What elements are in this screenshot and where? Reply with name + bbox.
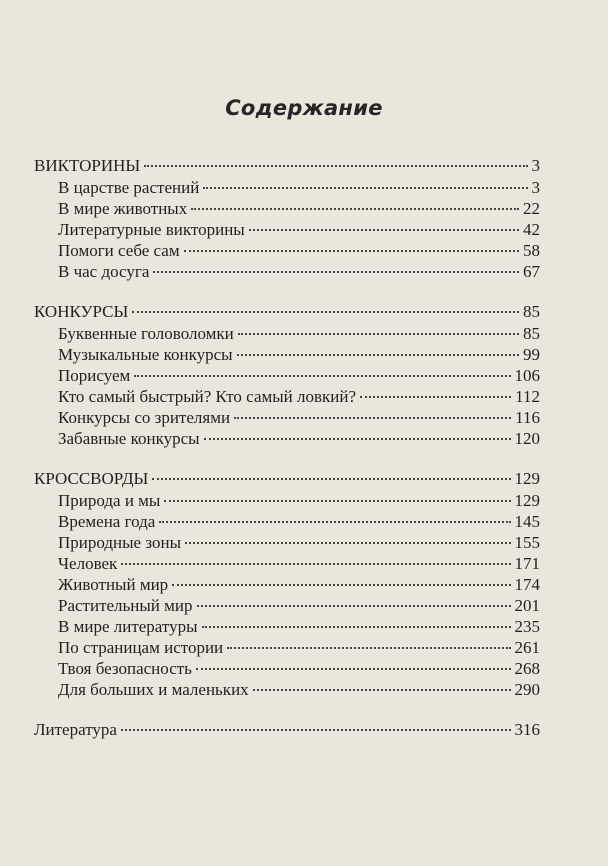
toc-page-number: 290 (514, 680, 540, 699)
toc-label: Животный мир (58, 575, 169, 594)
toc-page-number: 120 (514, 429, 540, 448)
toc-item[interactable] (58, 595, 540, 617)
toc-section-crosswords[interactable] (34, 468, 540, 490)
toc-item[interactable] (58, 532, 540, 554)
toc-page-number: 261 (514, 638, 540, 657)
toc-page-number: 174 (514, 575, 540, 594)
toc-page-number: 235 (514, 617, 540, 636)
toc-page-number: 67 (523, 262, 540, 281)
toc-page-number: 85 (523, 302, 540, 321)
toc-label: В царстве растений (58, 178, 200, 197)
toc-item[interactable] (58, 198, 540, 220)
toc-label: В мире литературы (58, 617, 198, 636)
toc-label: Человек (58, 554, 118, 573)
toc-label: Забавные конкурсы (58, 429, 200, 448)
toc-item[interactable] (58, 658, 540, 680)
dot-leader (121, 563, 510, 565)
toc-label: Музыкальные конкурсы (58, 345, 233, 364)
toc-item[interactable] (58, 240, 540, 262)
toc-item[interactable] (58, 323, 540, 345)
toc-label: КРОССВОРДЫ (34, 469, 149, 488)
toc-page-number: 155 (514, 533, 540, 552)
dot-leader (185, 542, 511, 544)
toc-label: В час досуга (58, 262, 150, 281)
toc-label: Для больших и маленьких (58, 680, 249, 699)
toc-page-number: 201 (514, 596, 540, 615)
dot-leader (360, 396, 511, 398)
toc-label: Порисуем (58, 366, 131, 385)
toc-item[interactable] (58, 511, 540, 533)
toc-page-number: 129 (514, 491, 540, 510)
toc-label: Буквенные головоломки (58, 324, 234, 343)
toc-page-number: 106 (514, 366, 540, 385)
toc-page-number: 129 (514, 469, 540, 488)
dot-leader (253, 689, 511, 691)
toc-item[interactable] (58, 574, 540, 596)
toc-item[interactable] (58, 344, 540, 366)
toc-page-number: 145 (514, 512, 540, 531)
toc-item[interactable] (58, 553, 540, 575)
toc-label: Времена года (58, 512, 156, 531)
toc-label: ВИКТОРИНЫ (34, 156, 141, 175)
toc-page-number: 42 (523, 220, 540, 239)
dot-leader (153, 271, 519, 273)
dot-leader (191, 208, 519, 210)
dot-leader (164, 500, 510, 502)
page-title: Содержание (225, 96, 383, 120)
toc-label: Помоги себе сам (58, 241, 180, 260)
toc-label: Кто самый быстрый? Кто самый ловкий? (58, 387, 357, 406)
toc-section-contests[interactable] (34, 301, 540, 323)
dot-leader (197, 605, 511, 607)
dot-leader (144, 165, 527, 167)
dot-leader (249, 229, 519, 231)
toc-label: Конкурсы со зрителями (58, 408, 231, 427)
toc-label: Литература (34, 720, 117, 739)
dot-leader (159, 521, 510, 523)
toc-label: Литературные викторины (58, 220, 245, 239)
toc-page-number: 22 (523, 199, 540, 218)
toc-page-number: 85 (523, 324, 540, 343)
toc-page-number: 99 (523, 345, 540, 364)
toc-label: По страницам истории (58, 638, 224, 657)
toc-page-number: 116 (515, 408, 540, 427)
toc-item[interactable] (58, 219, 540, 241)
toc-page-number: 3 (531, 178, 540, 197)
dot-leader (132, 311, 519, 313)
dot-leader (184, 250, 519, 252)
toc-page-number: 268 (514, 659, 540, 678)
toc-item[interactable] (58, 407, 540, 429)
dot-leader (134, 375, 510, 377)
dot-leader (238, 333, 519, 335)
toc-page-number: 58 (523, 241, 540, 260)
dot-leader (203, 187, 527, 189)
toc-item[interactable] (58, 386, 540, 408)
toc-label: Растительный мир (58, 596, 193, 615)
toc-label: Твоя безопасность (58, 659, 192, 678)
toc-label: В мире животных (58, 199, 188, 218)
toc-item[interactable] (58, 261, 540, 283)
dot-leader (227, 647, 510, 649)
dot-leader (196, 668, 511, 670)
dot-leader (202, 626, 511, 628)
dot-leader (172, 584, 510, 586)
toc-label: Природа и мы (58, 491, 161, 510)
toc-label: Природные зоны (58, 533, 181, 552)
toc-item[interactable] (58, 616, 540, 638)
toc-page-number: 3 (531, 156, 540, 175)
toc-section-literature[interactable] (34, 719, 540, 741)
toc-page-number: 171 (514, 554, 540, 573)
toc-label: КОНКУРСЫ (34, 302, 129, 321)
toc-item[interactable] (58, 637, 540, 659)
toc-section-quizzes[interactable] (34, 155, 540, 177)
toc-page-number: 112 (515, 387, 540, 406)
toc-page-number: 316 (514, 720, 540, 739)
dot-leader (234, 417, 511, 419)
dot-leader (121, 729, 511, 731)
toc-item[interactable] (58, 365, 540, 387)
dot-leader (204, 438, 511, 440)
dot-leader (237, 354, 519, 356)
dot-leader (152, 478, 510, 480)
toc-item[interactable] (58, 679, 540, 701)
toc-item[interactable] (58, 428, 540, 450)
toc-item[interactable] (58, 490, 540, 512)
toc-item[interactable] (58, 177, 540, 199)
